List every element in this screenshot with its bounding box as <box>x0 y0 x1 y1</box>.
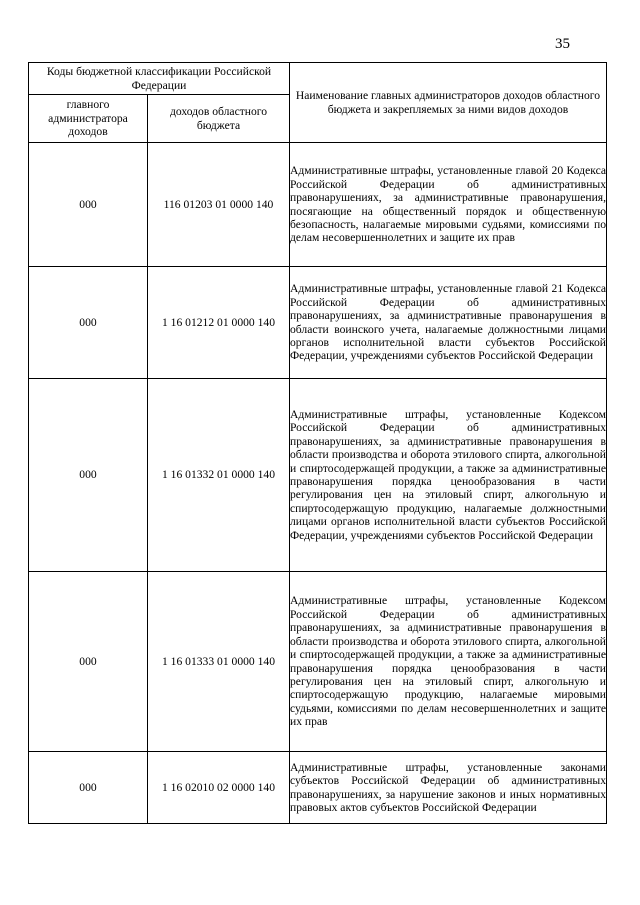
admin-code-cell: 000 <box>29 752 148 824</box>
income-code-cell: 1 16 01212 01 0000 140 <box>148 267 290 379</box>
table-row <box>29 267 607 379</box>
page-number: 35 <box>555 36 570 52</box>
admin-code-cell: 000 <box>29 267 148 379</box>
description-cell: Административные штрафы, установленные Кодексом Российской Федерации об административных правонарушениях, за административные правонарушения в области производства и оборота этилового спирта, алкогольной и спиртосодержащей продукции, а также за административные правонарушения порядка ценообразования в части регулирования цен на этиловый спирт, алкогольную и спиртосодержащую продукцию, налагаемые мировыми судьями, комиссиями по делам несовершеннолетних и защите их прав <box>290 572 607 752</box>
description-cell: Административные штрафы, установленные главой 21 Кодекса Российской Федерации об административных правонарушениях, за административные правонарушения в области воинского учета, налагаемые должностными лицами органов исполнительной власти субъектов Российской Федерации, учреждениями субъектов Российской Федерации <box>290 267 607 379</box>
income-code-cell: 1 16 02010 02 0000 140 <box>148 752 290 824</box>
income-code-cell: 116 01203 01 0000 140 <box>148 143 290 267</box>
header-income-column: доходов областного бюджета <box>148 95 290 143</box>
table-row <box>29 572 607 752</box>
header-codes-group: Коды бюджетной классификации Российской Федерации <box>29 63 290 95</box>
income-code-cell: 1 16 01332 01 0000 140 <box>148 379 290 572</box>
description-cell: Административные штрафы, установленные законами субъектов Российской Федерации об административных правонарушениях, за нарушение законов и иных нормативных правовых актов субъектов Российской Федерации <box>290 752 607 824</box>
admin-code-cell: 000 <box>29 143 148 267</box>
table-row <box>29 379 607 572</box>
header-admin-column: главного администратора доходов <box>29 95 148 143</box>
income-code-cell: 1 16 01333 01 0000 140 <box>148 572 290 752</box>
budget-classification-table <box>28 62 607 824</box>
table-row <box>29 143 607 267</box>
description-cell: Административные штрафы, установленные главой 20 Кодекса Российской Федерации об административных правонарушениях, за административные правонарушения, посягающие на общественный порядок и общественную безопасность, налагаемые мировыми судьями, комиссиями по делам несовершеннолетних и защите их прав <box>290 143 607 267</box>
admin-code-cell: 000 <box>29 379 148 572</box>
table-row <box>29 752 607 824</box>
description-cell: Административные штрафы, установленные Кодексом Российской Федерации об административных правонарушениях, за административные правонарушения в области производства и оборота этилового спирта, алкогольной и спиртосодержащей продукции, а также за административные правонарушения порядка ценообразования в части регулирования цен на этиловый спирт, алкогольную и спиртосодержащую продукцию, налагаемые должностными лицами органов исполнительной власти субъектов Российской Федерации, учреждениями субъектов Российской Федерации <box>290 379 607 572</box>
header-name-column: Наименование главных администраторов доходов областного бюджета и закрепляемых за ними видов доходов <box>290 63 607 143</box>
admin-code-cell: 000 <box>29 572 148 752</box>
